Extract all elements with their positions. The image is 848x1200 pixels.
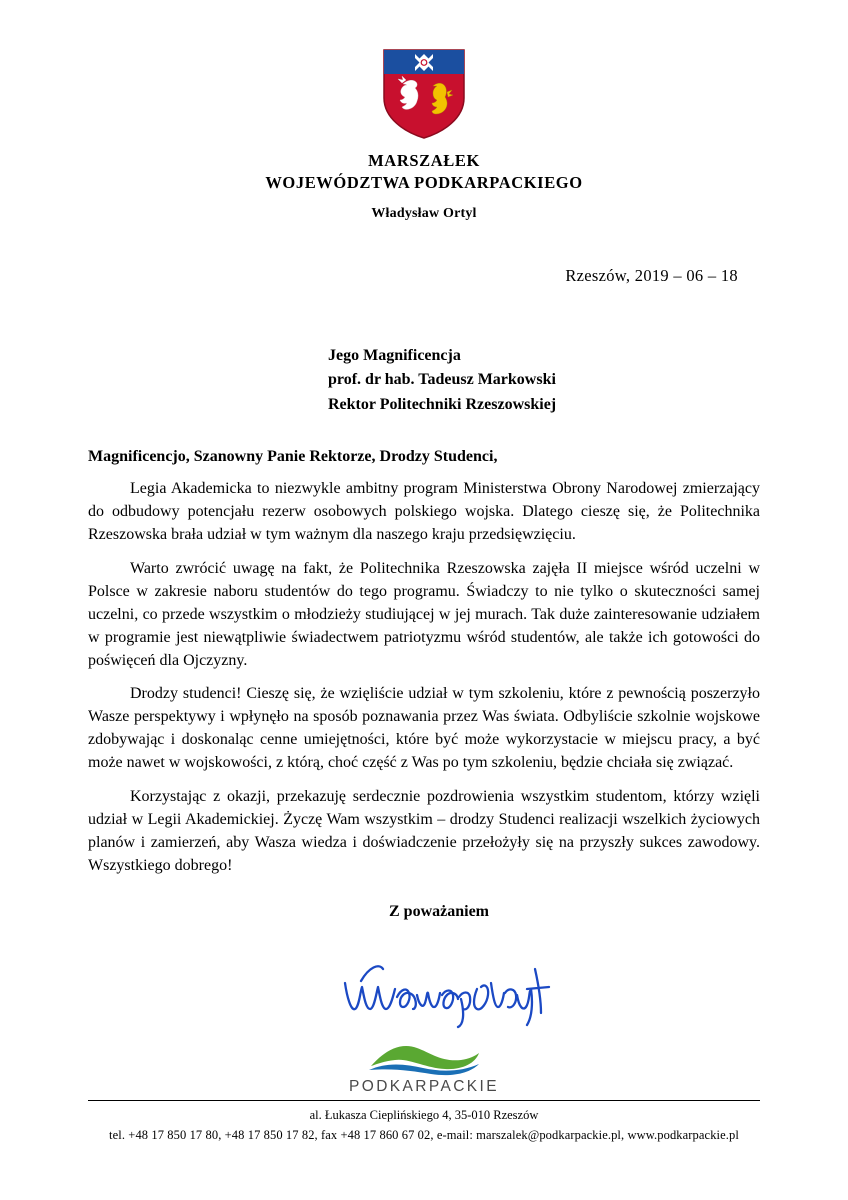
footer-divider (88, 1100, 760, 1101)
handwritten-signature-icon (339, 959, 569, 1031)
letterhead-line-2: WOJEWÓDZTWA PODKARPACKIEGO (265, 172, 583, 192)
signature-container (88, 959, 760, 1031)
addressee-line-2: prof. dr hab. Tadeusz Markowski (328, 371, 556, 389)
podkarpackie-logo-icon (365, 1040, 483, 1076)
footer-contact-line: tel. +48 17 850 17 80, +48 17 850 17 82, fax +48 17 860 67 02, e-mail: marszalek@podkarpackie.pl, www.podkarpackie.pl (109, 1128, 739, 1142)
coat-of-arms-icon (381, 48, 467, 140)
footer-address-block (0, 1100, 848, 1145)
letterhead-name: Władysław Ortyl (371, 205, 477, 221)
salutation: Magnificencjo, Szanowny Panie Rektorze, Drodzy Studenci, (88, 448, 498, 466)
closing-phrase: Z poważaniem (389, 903, 489, 921)
letter-date: Rzeszów, 2019 – 06 – 18 (565, 265, 738, 285)
addressee-block (328, 344, 760, 419)
addressee-line-1: Jego Magnificencja (328, 346, 461, 364)
letterhead-line-1: MARSZAŁEK (368, 151, 480, 170)
footer-logo-text: PODKARPACKIE (349, 1078, 499, 1095)
footer-address-line: al. Łukasza Cieplińskiego 4, 35-010 Rzeszów (309, 1108, 539, 1122)
body-paragraph-3: Drodzy studenci! Cieszę się, że wzięliście udział w tym szkoleniu, które z pewnością poszerzyło Wasze perspektywy i wpłynęło na sposób poznawania przez Was świata. Odbyliście szkolnie wojskowe zdobywając i doskonaląc cenne umiejętności, które być może wykorzystacie w miejscu pracy, a być może nawet w wojskowości, z którą, choć część z Was po tym szkoleniu, będzie chciała się związać. (88, 685, 760, 772)
addressee-line-3: Rektor Politechniki Rzeszowskiej (328, 396, 557, 414)
letter-body (88, 478, 760, 877)
body-paragraph-2: Warto zwrócić uwagę na fakt, że Politechnika Rzeszowska zajęła II miejsce wśród uczelni w Polsce w zakresie naboru studentów do tego programu. Świadczy to nie tylko o skuteczności samej uczelni, co przede wszystkim o młodzieży studiującej w jej murach. Tak duże zainteresowanie udziałem w programie jest niewątpliwie świadectwem patriotyzmu wśród studentów, ale także ich gotowości do poświęceń dla Ojczyzny. (88, 560, 760, 669)
crest-container (88, 0, 760, 140)
letterhead (88, 150, 760, 222)
body-paragraph-1: Legia Akademicka to niezwykle ambitny program Ministerstwa Obrony Narodowej zmierzający do odbudowy potencjału rezerw osobowych polskiego wojska. Dlatego cieszę się, że Politechnika Rzeszowska brała udział w tym ważnym dla naszego kraju przedsięwzięciu. (88, 480, 760, 544)
body-paragraph-4: Korzystając z okazji, przekazuję serdecznie pozdrowienia wszystkim studentom, którzy wzięli udział w Legii Akademickiej. Życzę Wam wszystkim – drodzy Studenci realizacji wszelkich życiowych planów i zamierzeń, aby Wasza wiedza i doświadczenie przełożyły się na przyszły sukces zawodowy. Wszystkiego dobrego! (88, 787, 760, 874)
footer-logo-container (0, 1040, 848, 1096)
